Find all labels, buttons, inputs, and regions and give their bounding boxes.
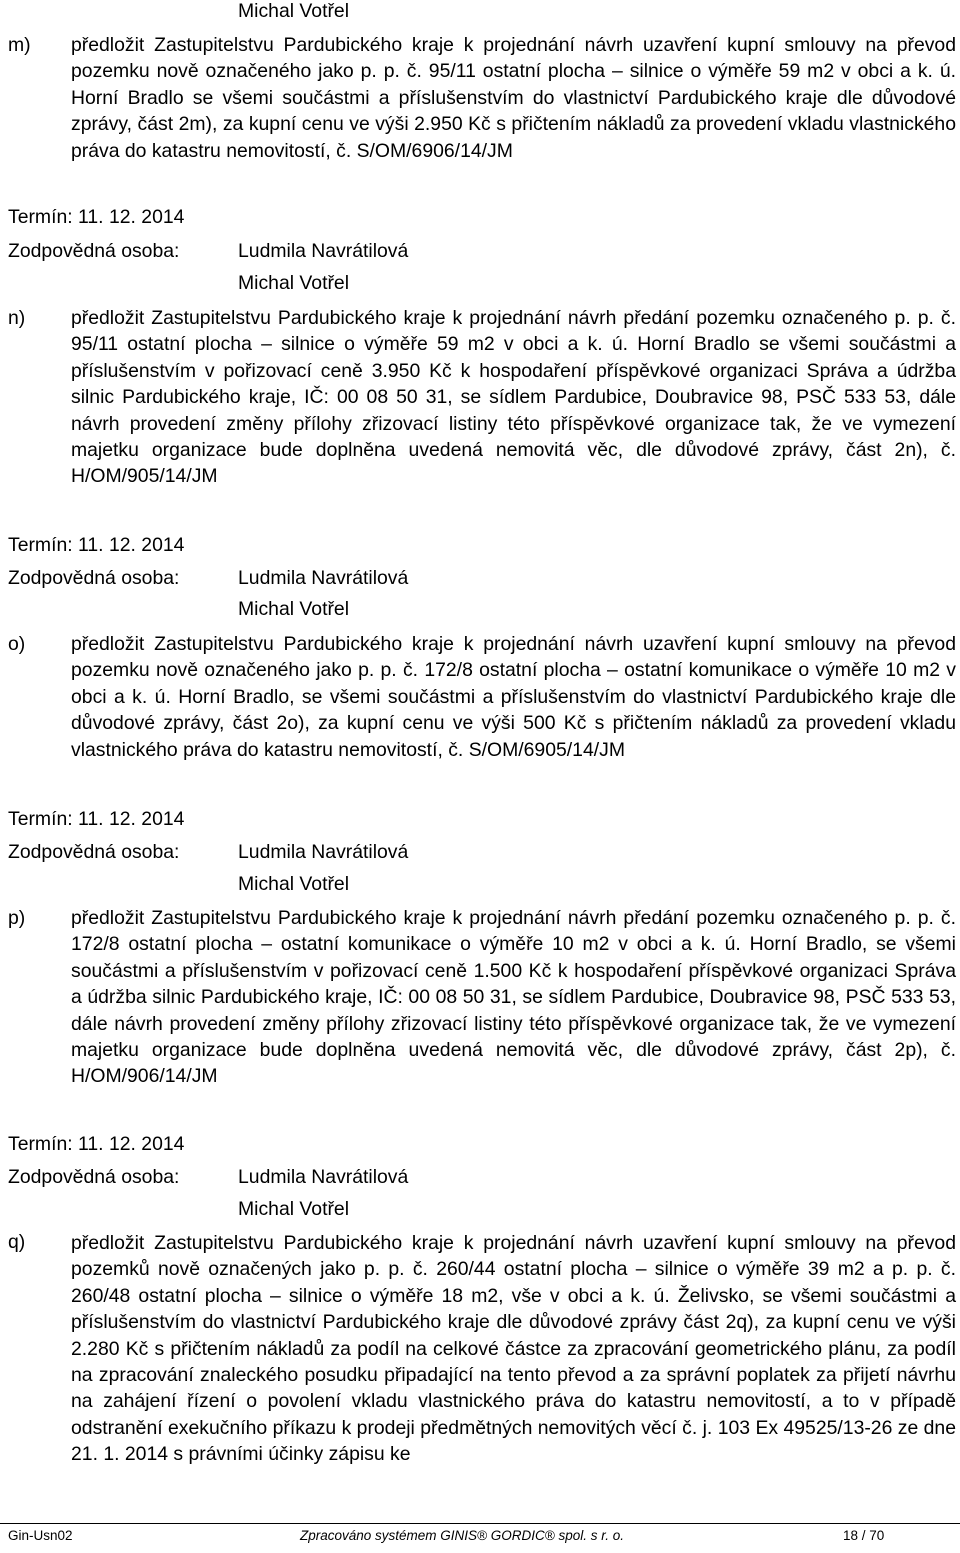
responsible-person-2: Michal Votřel: [238, 873, 350, 895]
deadline-label: Termín:: [8, 808, 73, 830]
deadline-label: Termín:: [8, 206, 73, 228]
responsible-label: Zodpovědná osoba:: [8, 240, 180, 262]
item-text: předložit Zastupitelstvu Pardubického kraje k projednání návrh předání pozemku označeného p. p. č. 95/11 ostatní plocha – silnice o výměře 59 m2 v obci a k. ú. Horní Bradlo se všemi součástmi a příslušenstvím v pořizovací ceně 3.950 Kč k hospodaření příspěvkové organizaci Správa a údržba silnic Pardubického kraje, IČ: 00 08 50 31, se sídlem Pardubice, Doubravice 98, PSČ 533 53, dále návrh provedení změny přílohy zřizovací listiny této příspěvkové organizace tak, že ve vymezení majetku organizace bude doplněna uvedená nemovitá věc, dle důvodové zprávy, část 2n), č. H/OM/905/14/JM: [71, 307, 956, 488]
deadline-value: 11. 12. 2014: [78, 808, 185, 830]
item-text: předložit Zastupitelstvu Pardubického kraje k projednání návrh uzavření kupní smlouvy na převod pozemku nově označeného jako p. p. č. 95/11 ostatní plocha – silnice o výměře 59 m2 v obci a k. ú. Horní Bradlo se všemi součástmi a příslušenstvím do vlastnictví Pardubického kraje dle důvodové zprávy, část 2m), za kupní cenu ve výši 2.950 Kč s přičtením nákladů za provedení vkladu vlastnického práva do katastru nemovitostí, č. S/OM/6906/14/JM: [71, 34, 956, 162]
responsible-person-1: Ludmila Navrátilová: [238, 240, 409, 262]
item-letter: m): [8, 34, 31, 56]
footer-doc-code: Gin-Usn02: [8, 1528, 73, 1543]
item-text: předložit Zastupitelstvu Pardubického kraje k projednání návrh předání pozemku označeného p. p. č. 172/8 ostatní plocha – ostatní komunikace o výměře 10 m2 v obci a k. ú. Horní Bradlo, se všemi součástmi a příslušenstvím v pořizovací ceně 1.500 Kč k hospodaření příspěvkové organizaci Správa a údržba silnic Pardubického kraje, IČ: 00 08 50 31, se sídlem Pardubice, Doubravice 98, PSČ 533 53, dále návrh provedení změny přílohy zřizovací listiny této příspěvkové organizace tak, že ve vymezení majetku organizace bude doplněna uvedená nemovitá věc, dle důvodové zprávy, část 2p), č. H/OM/906/14/JM: [71, 907, 956, 1088]
deadline: [8, 807, 184, 832]
responsible-label: Zodpovědná osoba:: [8, 567, 180, 589]
deadline-value: 11. 12. 2014: [78, 534, 185, 556]
deadline: [8, 205, 184, 230]
item-letter: n): [8, 307, 26, 329]
responsible-person-2: Michal Votřel: [238, 272, 350, 294]
footer-divider: [0, 1523, 960, 1524]
deadline-value: 11. 12. 2014: [78, 206, 185, 228]
item-letter: q): [8, 1231, 26, 1253]
responsible-person-2: Michal Votřel: [238, 0, 350, 22]
deadline-value: 11. 12. 2014: [78, 1133, 185, 1155]
responsible-label: Zodpovědná osoba:: [8, 1166, 180, 1188]
responsible-person-1: Ludmila Navrátilová: [238, 567, 409, 589]
item-text: předložit Zastupitelstvu Pardubického kraje k projednání návrh uzavření kupní smlouvy na převod pozemků nově označených jako p. p. č. 260/44 ostatní plocha – silnice o výměře 39 m2 a p. p. č. 260/48 ostatní plocha – silnice o výměře 18 m2, vše v obci a k. ú. Želivsko, se všemi součástmi a příslušenstvím do vlastnictví Pardubického kraje dle důvodové zprávy část 2q), za kupní cenu ve výši 2.280 Kč s přičtením nákladů za podíl na celkové částce za zpracování geometrického plánu, za podíl na zpracování znaleckého posudku připadající na tento převod a za správní poplatek za přijetí návrhu na zahájení řízení o povolení vkladu vlastnického práva do katastru nemovitostí, a to v případě odstranění exekučního příkazu k prodeji předmětných nemovitých věcí č. j. 103 Ex 49525/13-26 ze dne 21. 1. 2014 s právními účinky zápisu ke: [71, 1232, 956, 1466]
item-text: předložit Zastupitelstvu Pardubického kraje k projednání návrh uzavření kupní smlouvy na převod pozemku nově označeného jako p. p. č. 172/8 ostatní plocha – ostatní komunikace o výměře 10 m2 v obci a k. ú. Horní Bradlo, se všemi součástmi a příslušenstvím do vlastnictví Pardubického kraje dle důvodové zprávy, část 2o), za kupní cenu ve výši 500 Kč s přičtením nákladů za provedení vkladu vlastnického práva do katastru nemovitostí, č. S/OM/6905/14/JM: [71, 633, 956, 761]
responsible-label: Zodpovědná osoba:: [8, 841, 180, 863]
deadline-label: Termín:: [8, 534, 73, 556]
footer-generator: Zpracováno systémem GINIS® GORDIC® spol. s r. o.: [300, 1528, 624, 1543]
deadline: [8, 1132, 184, 1157]
deadline: [8, 533, 184, 558]
item-letter: p): [8, 907, 26, 929]
deadline-label: Termín:: [8, 1133, 73, 1155]
responsible-person-1: Ludmila Navrátilová: [238, 841, 409, 863]
footer-page-number: 18 / 70: [843, 1528, 885, 1543]
responsible-person-1: Ludmila Navrátilová: [238, 1166, 409, 1188]
item-letter: o): [8, 633, 26, 655]
responsible-person-2: Michal Votřel: [238, 1198, 350, 1220]
responsible-person-2: Michal Votřel: [238, 598, 350, 620]
